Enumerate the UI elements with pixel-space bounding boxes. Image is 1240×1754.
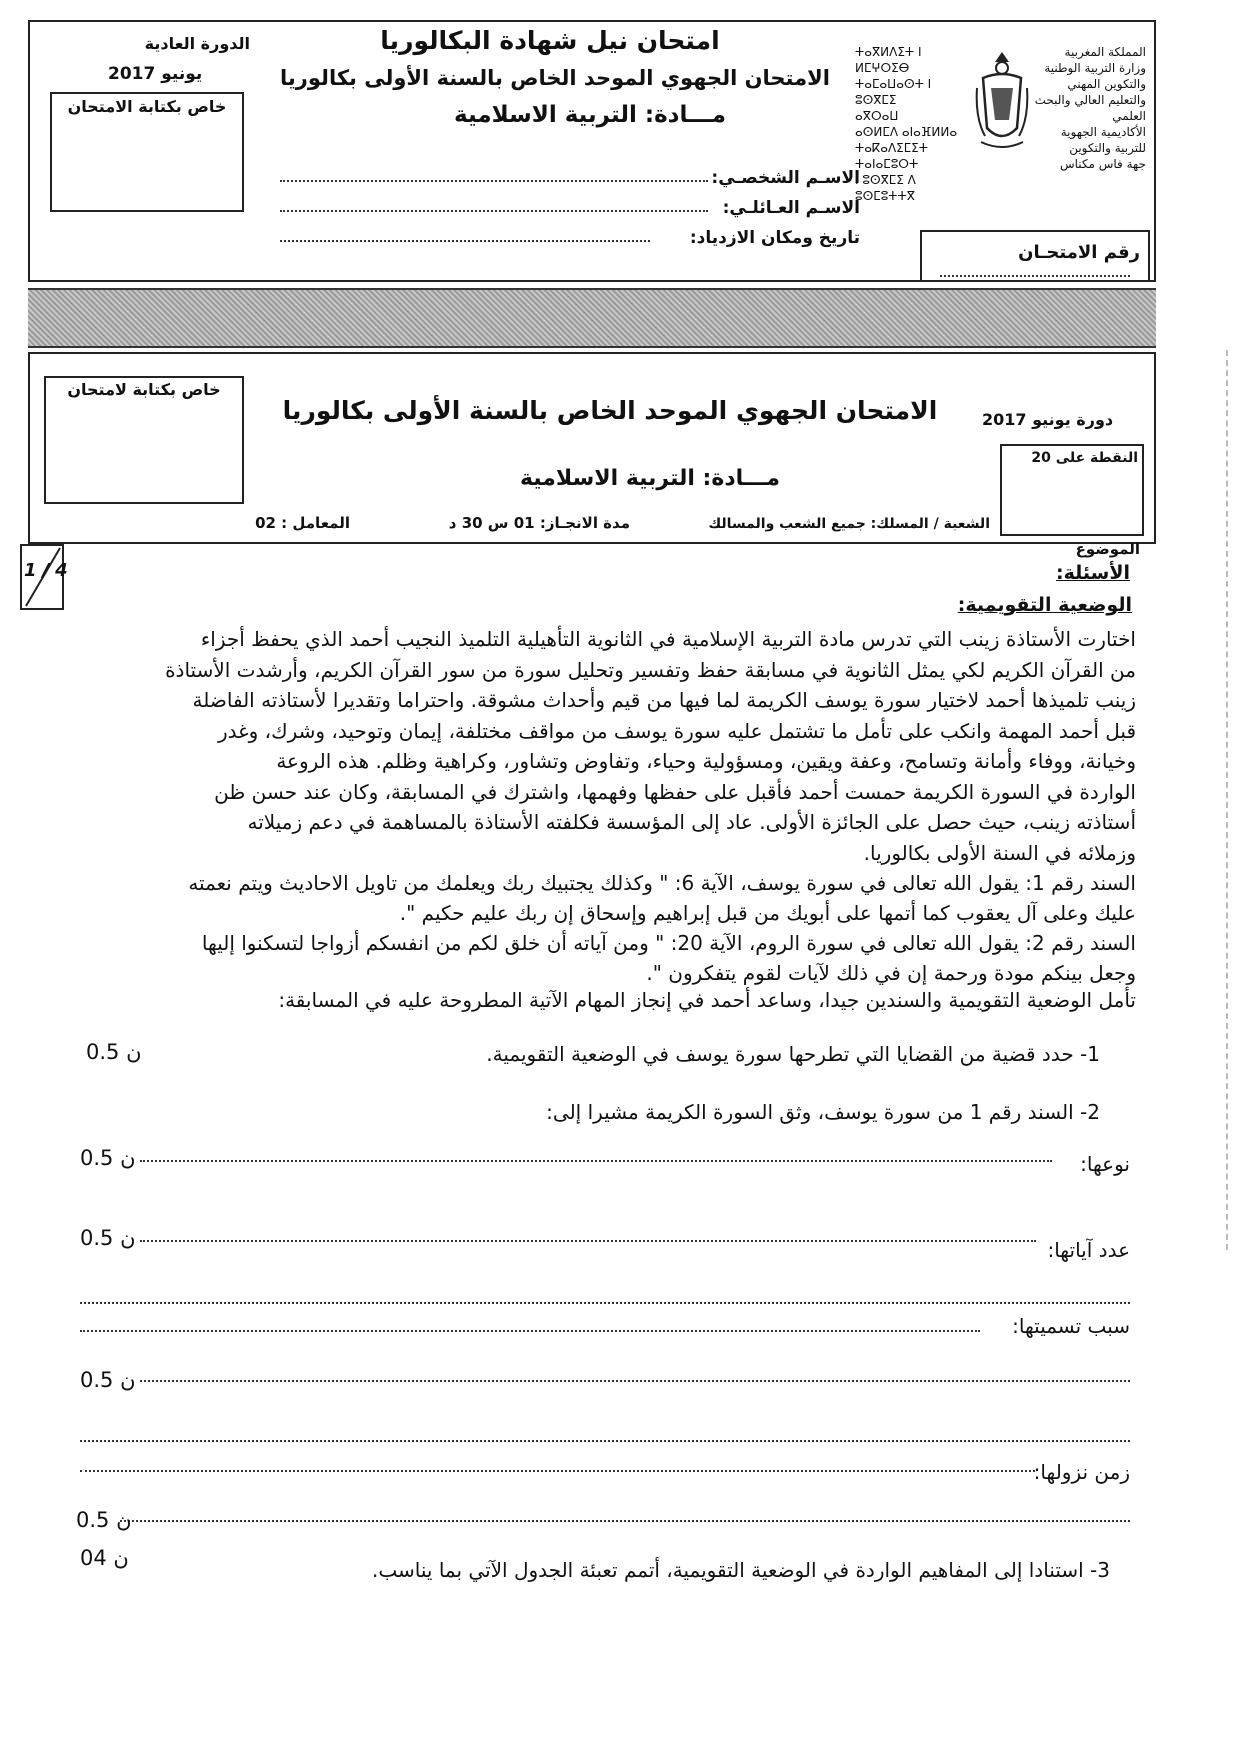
tifinagh-line: ⵜⴰⴽⴰⴷⵉⵎⵉⵜ ⵜⴰⵏⴰⵎⵓⵔⵜ [855,141,928,171]
type-label: نوعها: [1080,1152,1130,1176]
margin-mark [1226,350,1230,1250]
exam-reserved-label: خاص بكتابة لامتحان [67,380,221,399]
instruction: تأمل الوضعية التقويمية والسندين جيدا، وساعد أحمد في إنجاز المهام الآتية المطروحة عليه في المسابقة: [278,988,1136,1012]
situation-line: قبل أحمد المهمة وانكب على تأمل ما تشتمل عليه سورة يوسف من مواقف مختلفة، إيمان وتوحيد، وشرك، وغدر [218,718,1136,743]
score-label: النقطة على 20 [1031,450,1138,466]
points-count: 0.5 ن [80,1226,136,1250]
count-answer-field[interactable] [140,1240,1036,1242]
exam-number-label: رقم الامتحـان [1018,242,1140,263]
exam-title: الامتحان الجهوي الموحد الخاص بالسنة الأولى بكالوريا [282,396,938,425]
question-1: 1- حدد قضية من القضايا التي تطرحها سورة يوسف في الوضعية التقويمية. [486,1042,1100,1066]
situation-line: أستاذته زينب، حيث حصل على الجائزة الأولى. عاد إلى المؤسسة فكلفته الأستاذة بالمساهمة في دعم زميلاته [247,810,1136,834]
exam-session: دورة يونيو 2017 [982,410,1114,429]
points-time: 0.5 ن [76,1508,132,1532]
exam-number-field[interactable] [940,275,1130,277]
points-type: 0.5 ن [80,1146,136,1170]
reason-answer-line[interactable] [80,1302,1130,1304]
situation-line: الواردة في السورة الكريمة حمست أحمد فأقبل على حفظها وفهمها، واشترك في المسابقة، وكان عند حسن ظن [214,779,1136,804]
separator-band [28,288,1156,348]
time-answer-line[interactable] [80,1440,1130,1442]
first-name-label: الاسـم الشخصـي: [711,168,860,188]
situation-heading: الوضعية التقويمية: [957,594,1132,616]
kingdom-emblem-icon [973,48,1031,156]
time-answer-field[interactable] [80,1470,1035,1472]
ministry-line: جهة فاس مكناس [1059,157,1146,171]
first-name-field[interactable] [280,180,708,182]
points-q3: 04 ن [80,1546,129,1570]
top-subject: مـــادة: التربية الاسلامية [454,102,726,128]
situation-line: اختارت الأستاذة زينب التي تدرس مادة التربية الإسلامية في الثانوية التأهيلية التلميذ النجيب أحمد الذي يحفظ أجزاء [200,627,1136,651]
situation-line: زينب تلميذها أحمد لاختيار سورة يوسف الكريمة لما فيها من قيم وأحداث مشوقة. واحتراما وتقديرا لأستاذته الفاضلة [192,688,1136,712]
time-answer-line-2[interactable] [120,1520,1130,1522]
top-subtitle: الامتحان الجهوي الموحد الخاص بالسنة الأولى بكالوريا [280,66,830,90]
tifinagh-line: ⵜⴰⵎⴰⵡⴰⵙⵜ ⵏ ⵓⵙⴳⵎⵉ [855,77,932,107]
source-line: السند رقم 2: يقول الله تعالى في سورة الروم، الآية 20: " ومن آياته أن خلق لكم من انفسكم أزواجا لتسكنوا إليها [201,931,1136,955]
source-line: السند رقم 1: يقول الله تعالى في سورة يوسف، الآية 6: " وكذلك يجتبيك ربك ويعلمك من تاويل الاحاديث ويتم نعمته [188,871,1136,895]
count-label: عدد آياتها: [1047,1238,1130,1262]
questions-heading: الأسئلة: [1056,562,1130,584]
points-q1: 0.5 ن [86,1040,142,1064]
type-answer-field[interactable] [140,1160,1052,1162]
reason-label: سبب تسميتها: [1012,1314,1130,1338]
tifinagh-line: ⵏ ⵓⵙⴳⵎⵉ ⴷ ⵓⵙⵎⵓⵜⵜⴳ [855,173,916,203]
family-name-field[interactable] [280,210,708,212]
tifinagh-line: ⴰⴳⵔⴰⵡ [855,109,899,123]
situation-line: من القرآن الكريم لكي يمثل الثانوية في مسابقة حفظ وتفسير وتحليل سورة من سور القرآن الكريم، وأرشدت الأستاذة [165,657,1136,682]
reason-answer-line-2[interactable] [140,1380,1130,1382]
situation-line: وزملائه في السنة الأولى بكالوريا. [863,840,1136,865]
exam-coefficient: المعامل : 02 [255,514,350,532]
source-line: عليك وعلى آل يعقوب كما أتمها على أبويك من قبل إبراهيم وإسحاق إن ربك عليم حكيم ". [399,901,1136,925]
family-name-label: الاسـم العـائلـي: [722,198,860,218]
birth-label: تاريخ ومكان الازدياد: [689,228,860,248]
tifinagh-line: ⵜⴰⴳⵍⴷⵉⵜ ⵏ ⵍⵎⵖⵔⵉⴱ [855,45,922,75]
top-date: يونيو 2017 [108,64,203,84]
birth-field[interactable] [280,240,650,242]
ministry-line: والتعليم العالي والبحث العلمي [1034,93,1146,123]
source-line: وجعل بينكم مودة ورحمة إن في ذلك لآيات لقوم يتفكرون ". [646,961,1136,985]
question-2: 2- السند رقم 1 من سورة يوسف، وثق السورة الكريمة مشيرا إلى: [546,1100,1100,1124]
page-number: 1/4 [24,560,74,581]
sources-text [84,868,1136,988]
ministry-arabic [1034,44,1146,172]
ministry-line: المملكة المغربية [1064,45,1146,59]
points-reason: 0.5 ن [80,1368,136,1392]
exam-subject: مـــادة: التربية الاسلامية [519,466,781,491]
top-title: امتحان نيل شهادة البكالوريا [380,26,720,55]
exam-branch: الشعبة / المسلك: جميع الشعب والمسالك [708,516,990,532]
topic-label: الموضوع [1075,540,1140,558]
question-3: 3- استنادا إلى المفاهيم الواردة في الوضعية التقويمية، أتمم تعبئة الجدول الآتي بما يناسب. [372,1558,1110,1582]
situation-text [84,624,1136,868]
ministry-tifinagh [855,44,973,204]
time-label: زمن نزولها: [1033,1460,1130,1484]
exam-duration: مدة الانجـاز: 01 س 30 د [448,514,630,532]
ministry-line: الأكاديمية الجهوية للتربية والتكوين [1060,125,1146,155]
top-session: الدورة العادية [144,34,250,53]
tifinagh-line: ⴰⵙⵍⵎⴷ ⴰⵏⴰⴼⵍⵍⴰ [855,125,958,139]
situation-line: وخيانة، ووفاء وأمانة وتسامح، وعفة ويقين، ومسؤولية وحياء، وتفاوض وتشاور، وكراهية وظلم. هذه الروعة [276,749,1136,773]
ministry-line: والتكوين المهني [1067,77,1146,91]
ministry-line: وزارة التربية الوطنية [1044,61,1146,75]
reason-answer-field[interactable] [80,1330,980,1332]
top-reserved-label: خاص بكتابة الامتحان [67,97,227,116]
